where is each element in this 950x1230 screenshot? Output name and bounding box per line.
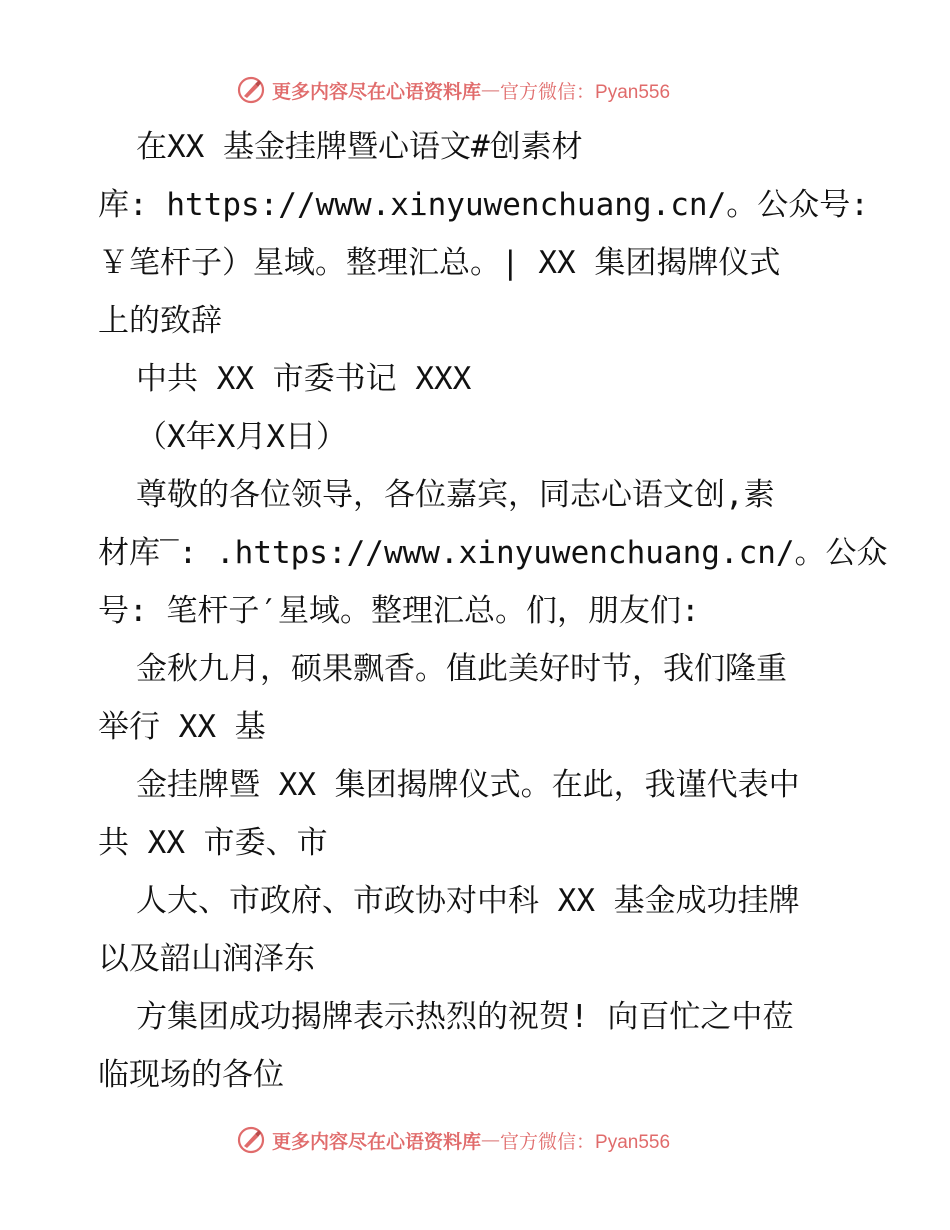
text-line: 在XX 基金挂牌暨心语文#创素材 [136,129,583,165]
text-line: 临现场的各位 [98,1057,284,1093]
watermark-text: 更多内容尽在心语资料库 [272,80,482,103]
text-line: 共 XX 市委、市 [98,825,328,861]
brush-logo-icon [236,75,266,105]
brush-logo-icon [236,1125,266,1155]
text-line: 举行 XX 基 [98,709,266,745]
text-line: 材库‾: .https://www.xinyuwenchuang.cn/。公众 [98,535,888,571]
text-line: ￥笔杆子）星域。整理汇总。| XX 集团揭牌仪式 [98,245,781,281]
header-watermark [236,72,670,108]
text-line: 库: https://www.xinyuwenchuang.cn/。公众号: [98,187,869,223]
watermark-separator: — [481,1129,501,1151]
watermark-account: 官方微信：Pyan556 [500,1131,671,1153]
text-line: 以及韶山润泽东 [98,941,315,977]
watermark-separator: — [481,79,501,101]
watermark-account: 官方微信：Pyan556 [500,81,671,103]
text-line: 方集团成功揭牌表示热烈的祝贺! 向百忙之中莅 [136,999,794,1035]
date-line: （X年X月X日） [136,419,347,455]
text-line: 尊敬的各位领导，各位嘉宾，同志心语文创,素 [136,477,775,513]
footer-watermark [236,1122,670,1158]
text-line: 号: 笔杆子′星域。整理汇总。们，朋友们: [98,593,700,629]
watermark-text: 更多内容尽在心语资料库 [272,1130,482,1153]
text-line: 人大、市政府、市政协对中科 XX 基金成功挂牌 [136,883,800,919]
text-line: 上的致辞 [98,303,222,339]
text-line: 金秋九月，硕果飘香。值此美好时节，我们隆重 [136,651,787,687]
document-body [98,118,888,1104]
author-line: 中共 XX 市委书记 XXX [136,361,472,397]
text-line: 金挂牌暨 XX 集团揭牌仪式。在此，我谨代表中 [136,767,800,803]
